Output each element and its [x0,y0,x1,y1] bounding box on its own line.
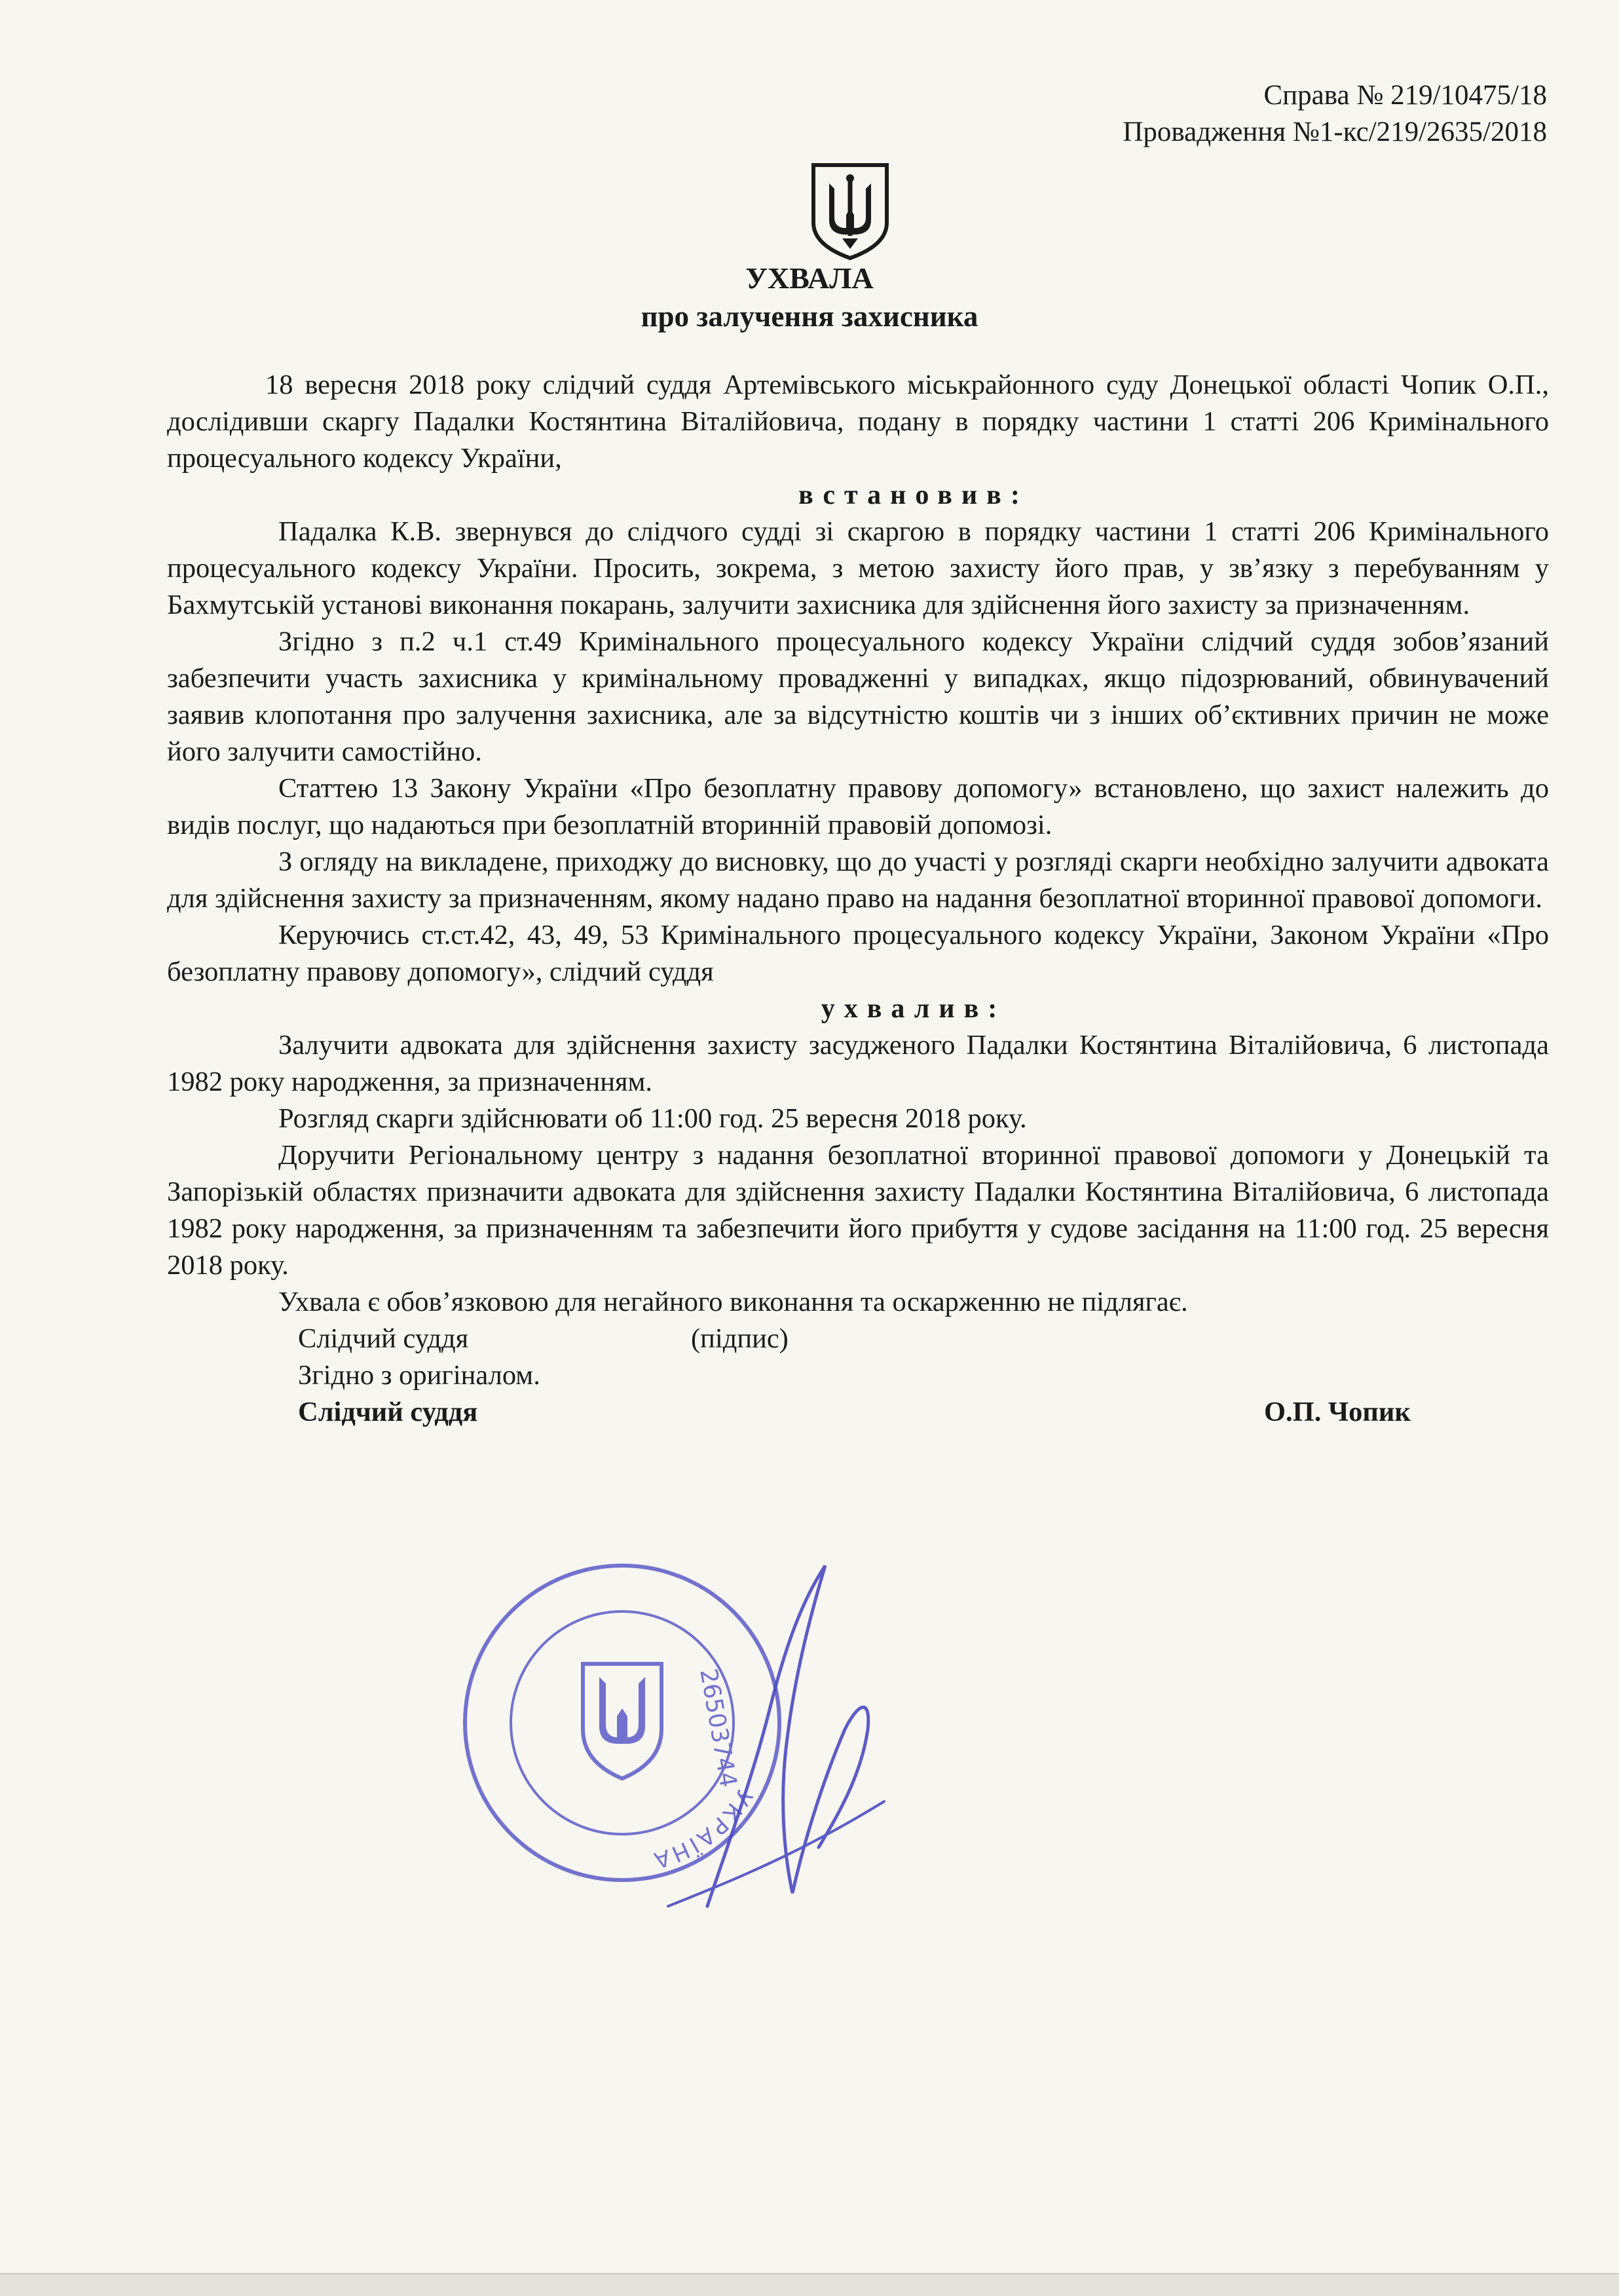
title-subtitle: про залучення захисника [641,300,978,333]
ruling-paragraph: Залучити адвоката для здійснення захисту засудженого Падалки Костянтина Віталійовича, 6 листопада 1982 року народження, за призначенням. [167,1030,1549,1097]
handwritten-signature [629,1539,904,1919]
established-paragraph: З огляду на викладене, приходжу до висновку, що до участі у розгляді скарги необхідно залучити адвоката для здійснення захисту за призначенням, якому надано право на надання безоплатної вторинної правової допомоги. [167,846,1549,914]
case-reference [1123,77,1547,151]
established-heading: встановив: [798,480,1029,510]
tryzub-coat-of-arms-icon [809,162,891,261]
ruling-paragraph: Ухвала є обов’язковою для негайного виконання та оскарженню не підлягає. [278,1287,1188,1317]
signed-note: (підпис) [691,1323,789,1354]
proceeding-number: Провадження №1-кс/219/2635/2018 [1123,117,1547,147]
scan-bottom-edge [0,2273,1619,2296]
document-title [0,259,1619,335]
ruling-paragraph: Розгляд скарги здійснювати об 11:00 год. 25 вересня 2018 року. [278,1103,1027,1134]
judge-label-bold: Слідчий суддя [298,1397,478,1427]
established-paragraph: Статтею 13 Закону України «Про безоплатну правову допомогу» встановлено, що захист належить до видів послуг, що надаються при безоплатній вторинній правовій допомозі. [167,773,1549,840]
judge-name: О.П. Чопик [1264,1397,1411,1427]
stamp-code: 26503744 [694,1666,742,1790]
signature-block [298,1321,1549,1431]
title-main: УХВАЛА [745,261,874,295]
copy-note: Згідно з оригіналом. [298,1360,540,1391]
document-body [167,367,1549,1431]
established-paragraph: Падалка К.В. звернувся до слідчого судді зі скаргою в порядку частини 1 статті 206 Кримінального процесуального кодексу України. Просить, зокрема, з метою захисту його прав, у зв’язку з перебуванням у Бахмутській установі виконання покарань, залучити захисника для здійснення його захисту за призначенням. [167,516,1549,620]
ruled-heading: ухвалив: [821,994,1007,1024]
intro-paragraph: 18 вересня 2018 року слідчий суддя Артемівського міськрайонного суду Донецької області Чопик О.П., дослідивши скаргу Падалки Костянтина Віталійовича, подану в порядку частини 1 статті 206 Кримінального процесуального кодексу України, [167,369,1549,474]
signed-line [298,1321,1549,1357]
established-paragraph: Керуючись ст.ст.42, 43, 49, 53 Кримінального процесуального кодексу України, Законом України «Про безоплатну правову допомогу», слідчий суддя [167,920,1549,987]
established-paragraph: Згідно з п.2 ч.1 ст.49 Кримінального процесуального кодексу України слідчий суддя зобов’язаний забезпечити участь захисника у кримінальному провадженні у випадках, якщо підозрюваний, обвинувачений заявив клопотання про залучення захисника, але за відсутністю коштів чи з інших об’єктивних причин не може його залучити самостійно. [167,626,1549,767]
ruling-paragraph: Доручити Регіональному центру з надання безоплатної вторинної правової допомоги у Донецькій та Запорізькій областях призначити адвоката для здійснення захисту Падалки Костянтина Віталійовича, 6 листопада 1982 року народження, за призначенням та забезпечити його прибуття у судове засідання на 11:00 год. 25 вересня 2018 року. [167,1140,1549,1281]
stamp-outer-text: УКРАЇНА [648,1784,758,1874]
case-number: Справа № 219/10475/18 [1263,80,1547,111]
final-signature-line [298,1394,1549,1431]
judge-label: Слідчий суддя [298,1323,469,1354]
